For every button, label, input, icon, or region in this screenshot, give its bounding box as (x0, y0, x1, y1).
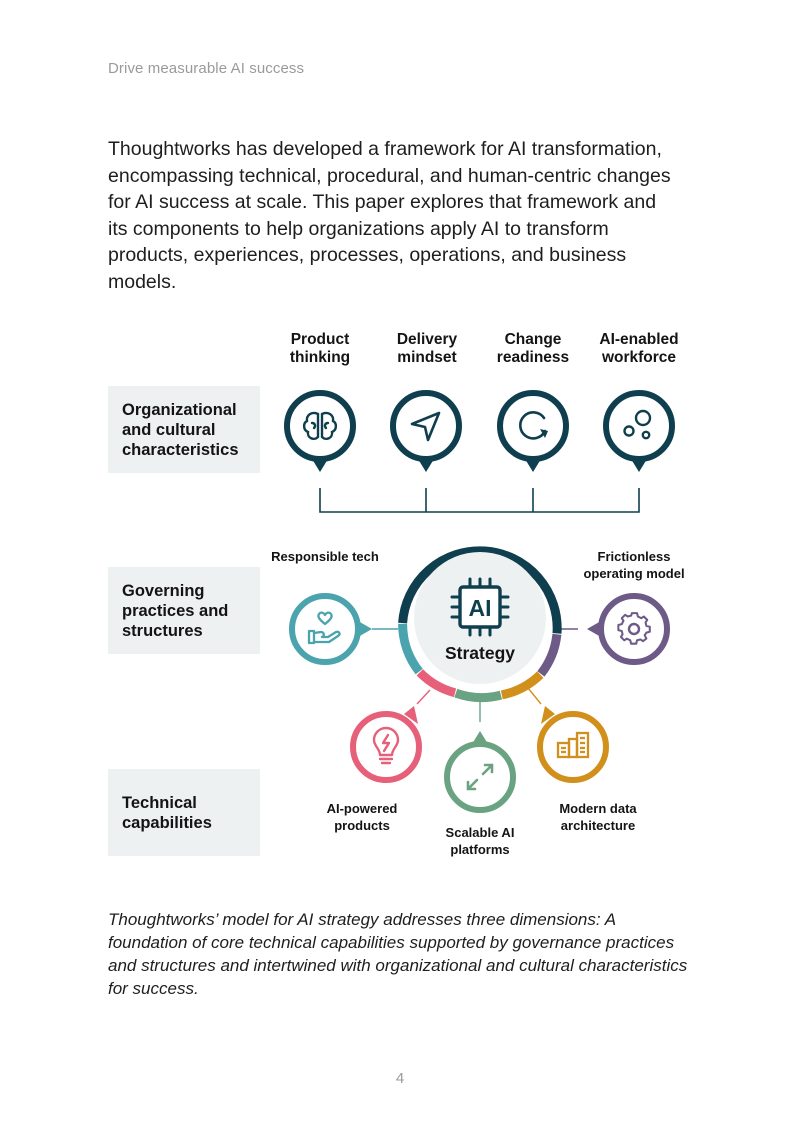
pin-delivery-mindset (393, 393, 459, 472)
label-product-thinking: Product thinking (289, 331, 351, 366)
intro-paragraph: Thoughtworks has developed a framework for AI transformation, encompassing technical, procedural, and human-centric changes for AI success at scale. This paper explores that framework and its components to help organizations apply AI to transform products, experiences, processes, operations, and business models. (108, 138, 671, 293)
label-governing: Governing practices and structures (108, 567, 260, 654)
label-change-readiness: Change readiness (496, 331, 570, 366)
pin-product-thinking (287, 393, 353, 472)
node-ai-powered-products (353, 706, 419, 780)
node-scalable-ai-platforms (447, 731, 513, 810)
label-ai-enabled-workforce: AI-enabled workforce (599, 331, 679, 366)
label-responsible-tech: Responsible tech (271, 549, 379, 564)
label-ai-powered-products: AI-powered products (326, 801, 398, 833)
label-frictionless-operating-model: Frictionless operating model (583, 549, 685, 581)
pin-ai-enabled-workforce (606, 393, 672, 472)
label-delivery-mindset: Delivery mindset (396, 331, 458, 366)
label-scalable-ai-platforms: Scalable AI platforms (445, 825, 515, 857)
node-frictionless-operating-model (587, 596, 667, 662)
connector-bracket (320, 488, 639, 512)
running-head: Drive measurable AI success (108, 60, 305, 77)
label-organizational: Organizational and cultural characteristics (108, 386, 260, 473)
page-number: 4 (395, 1070, 405, 1087)
label-modern-data-architecture: Modern data architecture (559, 801, 637, 833)
figure-caption: Thoughtworks’ model for AI strategy addresses three dimensions: A foundation of core technical capabilities supported by governance practices and structures and intertwined with organizational and cultural characteristics for success. (108, 910, 688, 998)
ai-chip-text: AI (468, 595, 492, 621)
strategy-label: Strategy (444, 643, 516, 663)
pin-change-readiness (500, 393, 566, 472)
node-responsible-tech (292, 596, 372, 662)
ai-chip-icon (452, 579, 508, 635)
label-technical: Technical capabilities (108, 769, 260, 856)
node-modern-data-architecture (540, 706, 606, 780)
